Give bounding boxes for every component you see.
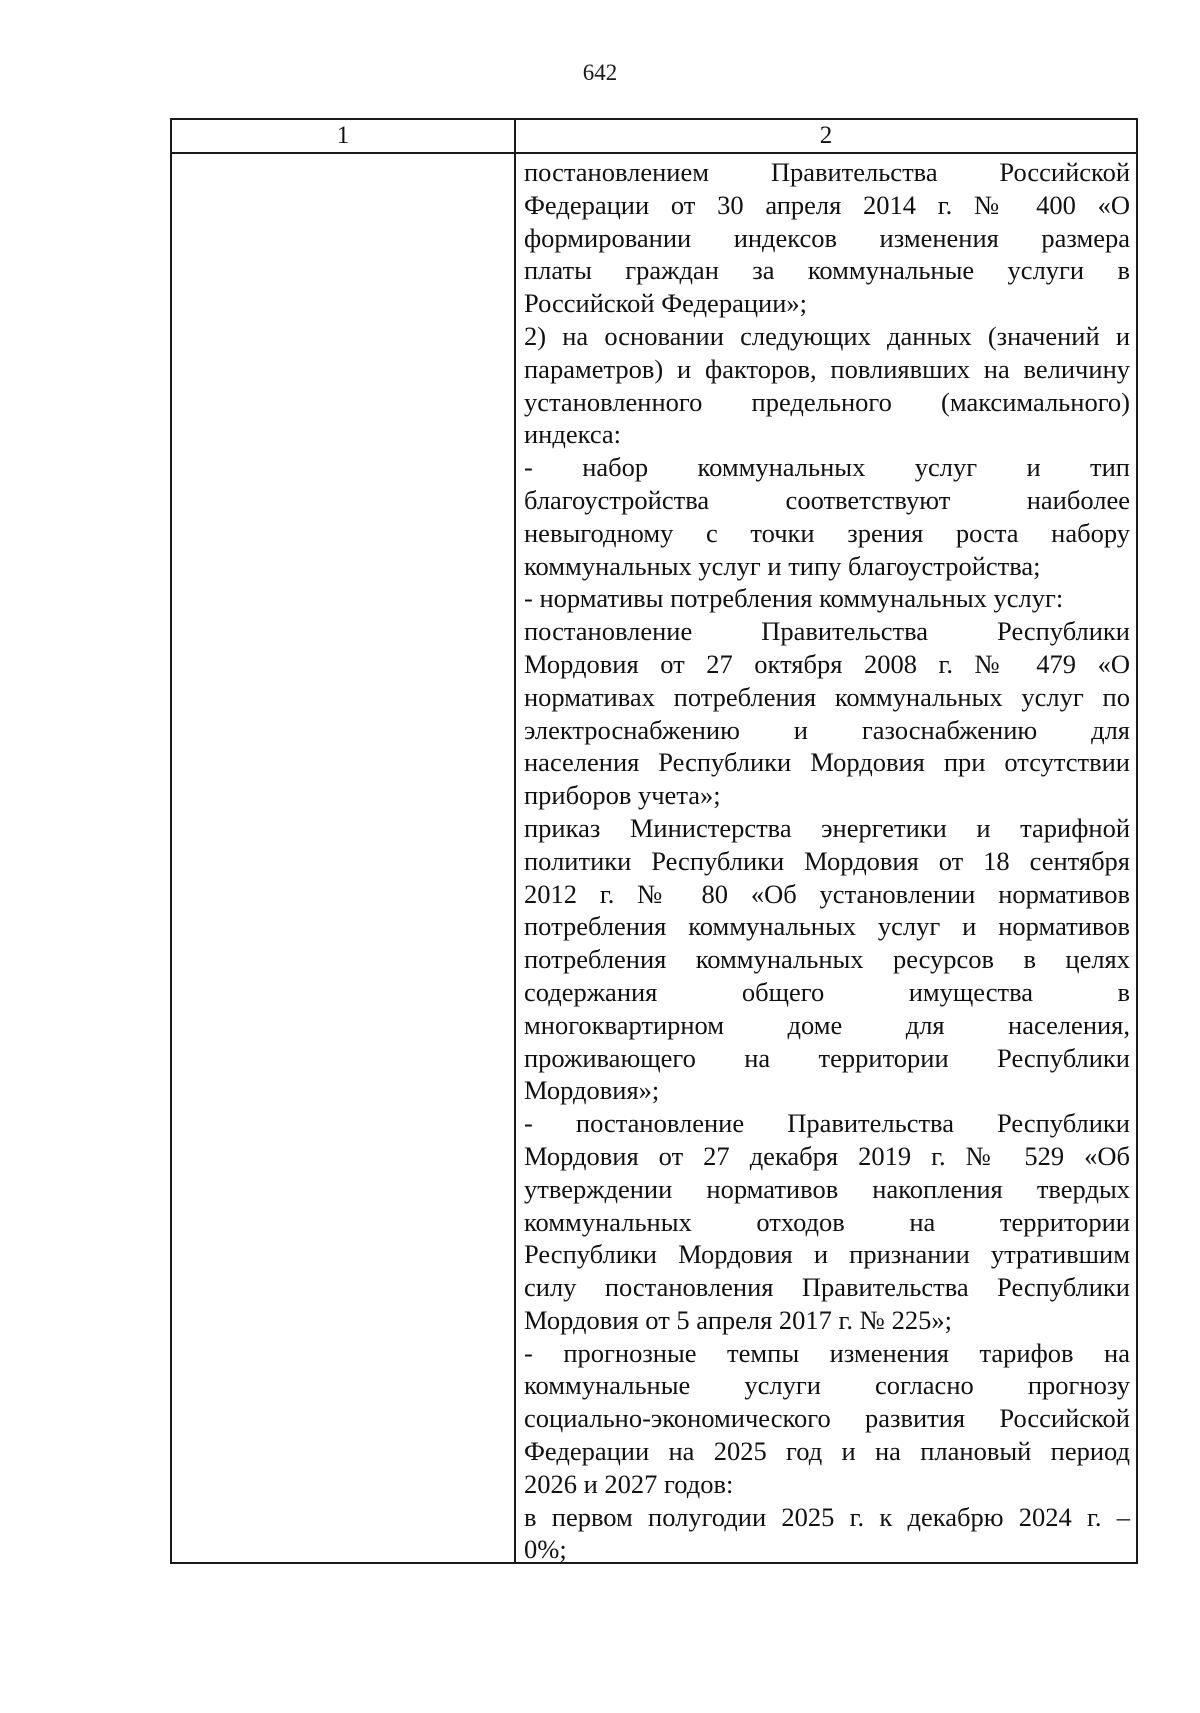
text-line: Республики Мордовия и признании утратившим [524,1239,1130,1270]
text-line: социально-экономического развития Российской [524,1403,1130,1434]
text-line: Федерации от 30 апреля 2014 г. № 400 «О [524,189,1130,220]
text-line: потребления коммунальных ресурсов в целях [524,944,1130,975]
text-line: электроснабжению и газоснабжению для [524,714,1130,745]
text-line: Федерации на 2025 год и на плановый период [524,1436,1130,1467]
column-header-2: 2 [819,122,833,149]
column-header-1: 1 [336,122,350,149]
text-line: в первом полугодии 2025 г. к декабрю 2024 г. – [524,1501,1130,1532]
text-line: - постановление Правительства Республики [524,1108,1130,1139]
text-line: формировании индексов изменения размера [524,222,1130,253]
text-line: Российской Федерации»; [524,288,807,319]
text-line: постановление Правительства Республики [524,616,1130,647]
text-line: населения Республики Мордовия при отсутствии [524,747,1130,778]
text-line: 2) на основании следующих данных (значений и [524,320,1130,351]
text-line: утверждении нормативов накопления твердых [524,1173,1130,1204]
text-line: приказ Министерства энергетики и тарифной [524,812,1130,843]
text-line: 0%; [524,1534,567,1565]
text-line: нормативах потребления коммунальных услуг по [524,681,1130,712]
text-line: невыгодному с точки зрения роста набору [524,517,1130,548]
text-line: приборов учета»; [524,780,721,811]
document-table [170,118,1138,1564]
text-line: коммунальные услуги согласно прогнозу [524,1370,1130,1401]
text-line: проживающего на территории Республики [524,1042,1130,1073]
text-line: силу постановления Правительства Республики [524,1272,1130,1303]
text-line: - набор коммунальных услуг и тип [524,452,1130,483]
text-line: постановлением Правительства Российской [524,157,1130,187]
text-line: коммунальных отходов на территории [524,1206,1130,1237]
text-line: индекса: [524,419,622,450]
text-line: Мордовия»; [524,1075,660,1106]
text-line: - прогнозные темпы изменения тарифов на [524,1337,1130,1368]
text-line: потребления коммунальных услуг и нормативов [524,911,1130,942]
table-cell-column-2 [524,156,1130,1566]
text-line: Мордовия от 27 декабря 2019 г. № 529 «Об [524,1140,1130,1171]
text-line: благоустройства соответствуют наиболее [524,484,1130,515]
text-line: содержания общего имущества в [524,976,1130,1007]
text-line: 2026 и 2027 годов: [524,1468,734,1499]
text-line: параметров) и факторов, повлиявших на величину [524,353,1130,384]
text-line: коммунальных услуг и типу благоустройства; [524,550,1041,581]
text-line: установленного предельного (максимального) [524,386,1130,417]
text-line: 2012 г. № 80 «Об установлении нормативов [524,878,1130,909]
column-divider [514,120,516,1562]
page-number: 642 [582,60,618,85]
text-line: Мордовия от 5 апреля 2017 г. № 225»; [524,1304,952,1335]
text-line: - нормативы потребления коммунальных услуг: [524,583,1064,614]
text-line: Мордовия от 27 октября 2008 г. № 479 «О [524,648,1130,679]
text-line: платы граждан за коммунальные услуги в [524,255,1130,286]
text-line: политики Республики Мордовия от 18 сентября [524,845,1130,876]
table-header-row [172,120,1136,154]
text-line: многоквартирном доме для населения, [524,1009,1130,1040]
